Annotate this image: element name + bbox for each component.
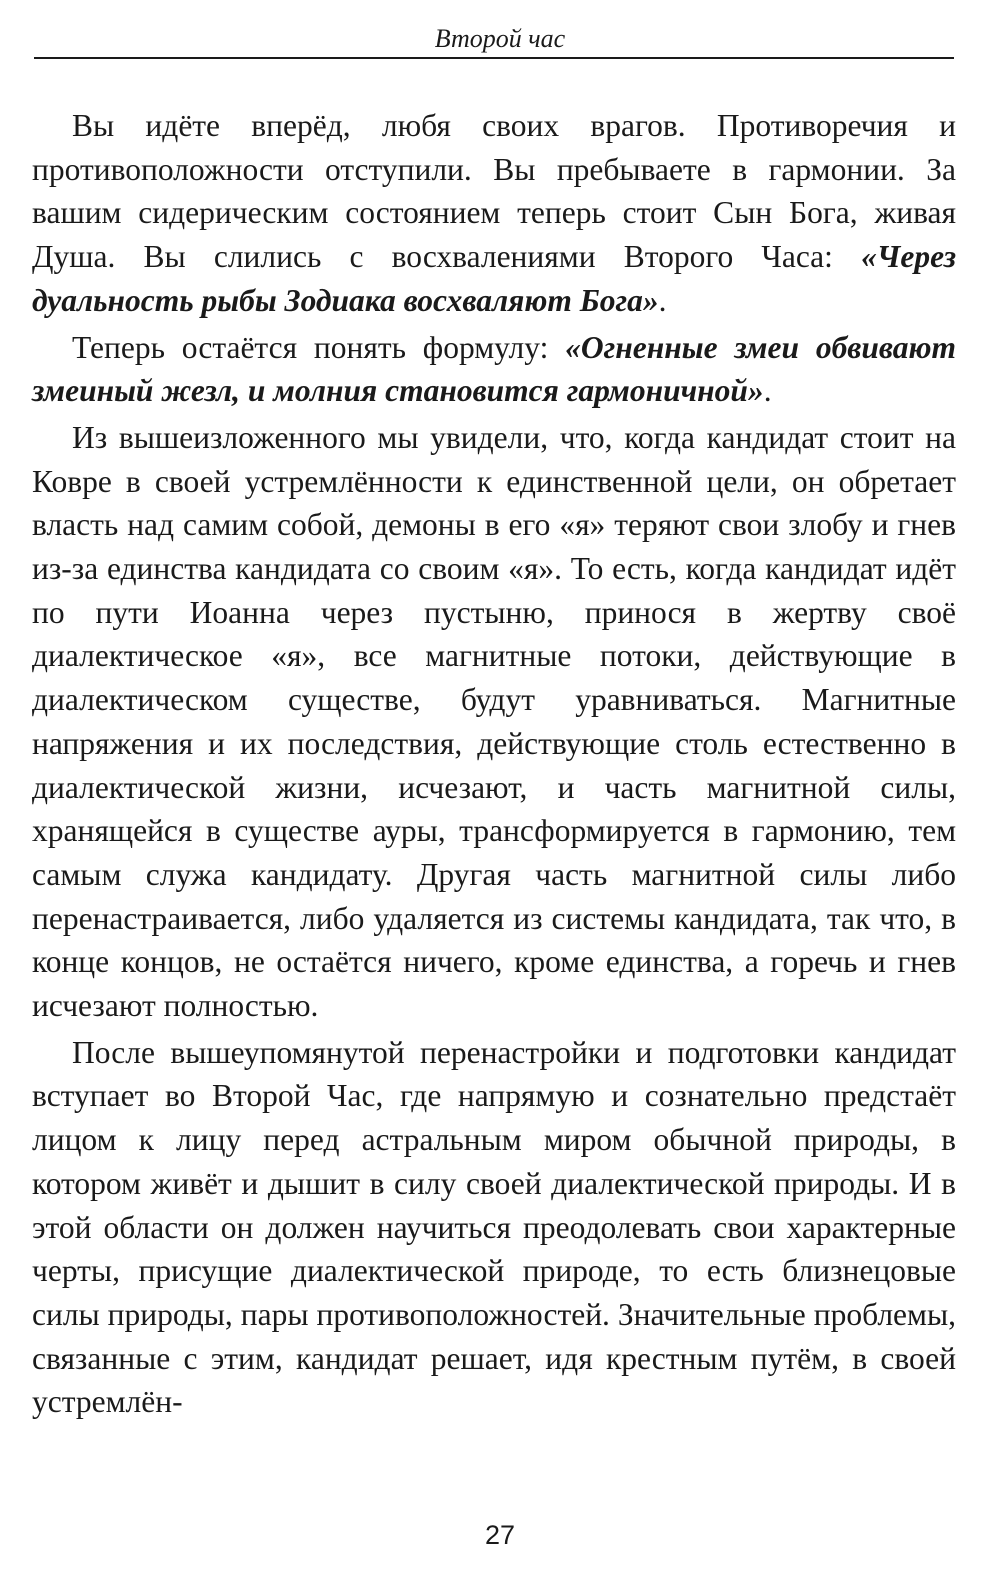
running-title: Второй час [434,24,566,53]
paragraph-1 [32,104,956,323]
paragraph-2 [32,326,956,413]
paragraph-2-end: . [763,373,772,409]
paragraph-3: Из вышеизложенного мы увидели, что, когда кандидат стоит на Ковре в своей устремлённости к единственной цели, он обретает власть над самим собой, демоны в его «я» теряют свои злобу и гнев из-за единства кандидата со своим «я». То есть, когда кандидат идёт по пути Иоанна через пустыню, принося в жертву своё диалектическое «я», все магнитные потоки, действующие в диалектическом существе, будут уравниваться. Магнитные напряжения и их последствия, действующие столь естественно в диалектической жизни, исчезают, и часть магнитной силы, хранящейся в существе ауры, трансформируется в гармонию, тем самым служа кандидату. Другая часть магнитной силы либо перенастраивается, либо удаляется из системы кандидата, так что, в конце концов, не остаётся ничего, кроме единства, а горечь и гнев исчезают полностью. [32,419,956,1024]
paragraph-1-quote: «Через дуальность рыбы Зодиака восхваляют Бога» [32,239,956,318]
paragraph-1-text: Вы идёте вперёд, любя своих врагов. Противоречия и противоположности отступили. Вы пребываете в гармонии. За вашим сидерическим состоянием теперь стоит Сын Бога, живая Душа. Вы слились с восхвалениями Второго Часа: [32,108,956,275]
paragraph-2-quote: «Огненные змеи обвивают змеиный жезл, и молния становится гармоничной» [32,329,956,409]
paragraph-2-text: Теперь остаётся понять формулу: [72,329,566,365]
page-number: 27 [484,1520,516,1550]
body-text [32,104,956,1427]
header-rule [34,57,954,59]
paragraph-4: После вышеупомянутой перенастройки и подготовки кандидат вступает во Второй Час, где напрямую и сознательно предстаёт лицом к лицу перед астральным миром обычной природы, в котором живёт и дышит в силу своей диалектической природы. И в этой области он должен научиться преодолевать свои характерные черты, присущие диалектической природе, то есть близнецовые силы природы, пары противоположностей. Значительные проблемы, связанные с этим, кандидат решает, идя крестным путём, в своей устремлён- [32,1034,956,1420]
paragraph-1-end: . [658,282,667,318]
